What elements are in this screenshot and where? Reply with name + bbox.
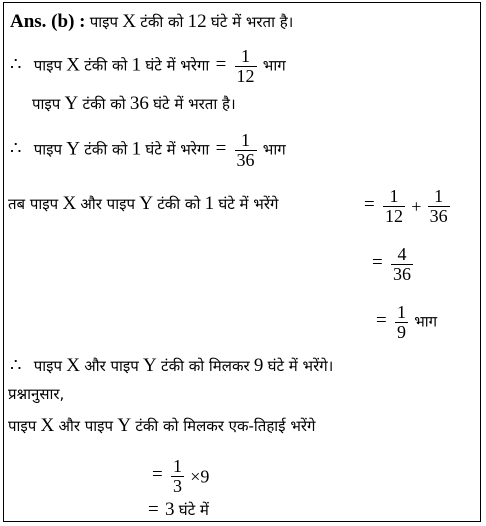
variable-x: X bbox=[62, 193, 77, 214]
equals-sign: = bbox=[376, 310, 387, 332]
text: पाइप bbox=[33, 357, 62, 375]
text: टंकी को bbox=[157, 195, 201, 213]
therefore-symbol: ∴ bbox=[10, 54, 22, 76]
fraction bbox=[383, 187, 405, 226]
text: घंटे में भरेगा bbox=[145, 56, 210, 75]
denominator: 36 bbox=[236, 150, 255, 170]
multiply-term: ×9 bbox=[190, 466, 210, 487]
line-10 bbox=[8, 415, 315, 437]
text: घंटे में भरेंगे। bbox=[267, 357, 334, 375]
denominator: 12 bbox=[384, 206, 403, 226]
therefore-symbol: ∴ bbox=[10, 355, 22, 376]
therefore-symbol: ∴ bbox=[10, 138, 22, 160]
number: 3 bbox=[164, 499, 175, 520]
text: पाइप bbox=[8, 417, 37, 435]
text: पाइप bbox=[33, 140, 62, 159]
equals-sign: = bbox=[148, 499, 159, 520]
variable-x: X bbox=[122, 11, 137, 32]
line-6 bbox=[370, 245, 415, 284]
denominator: 9 bbox=[396, 322, 406, 342]
numerator: 4 bbox=[397, 244, 407, 264]
equals-sign: = bbox=[215, 138, 227, 160]
number: 12 bbox=[187, 11, 207, 32]
text: घंटे में भरेंगे bbox=[218, 195, 279, 213]
numerator: 1 bbox=[172, 456, 182, 476]
text: प्रश्नानुसार, bbox=[8, 385, 65, 403]
variable-y: Y bbox=[143, 355, 157, 376]
variable-y: Y bbox=[64, 93, 79, 114]
text: और पाइप bbox=[80, 195, 135, 213]
text: घंटे में भरता है। bbox=[210, 13, 294, 31]
text: और पाइप bbox=[84, 357, 139, 375]
numerator: 1 bbox=[241, 130, 251, 150]
unit: घंटे में bbox=[178, 501, 209, 519]
line-9 bbox=[8, 383, 64, 405]
solution-box bbox=[3, 2, 481, 522]
line-4 bbox=[10, 131, 286, 170]
text: घंटे में भरेगा bbox=[145, 140, 210, 159]
plus-sign: + bbox=[411, 196, 422, 217]
text: टंकी को bbox=[84, 56, 128, 75]
text: पाइप bbox=[32, 95, 61, 113]
equals-sign: = bbox=[152, 464, 163, 486]
number: 1 bbox=[204, 193, 215, 214]
variable-y: Y bbox=[66, 138, 80, 160]
fraction bbox=[235, 47, 257, 86]
fraction bbox=[235, 131, 257, 170]
line-7 bbox=[374, 303, 437, 342]
fraction bbox=[395, 303, 408, 342]
unit: भाग bbox=[262, 56, 286, 75]
variable-x: X bbox=[40, 415, 55, 436]
numerator: 1 bbox=[241, 46, 251, 66]
text: पाइप bbox=[89, 13, 119, 31]
text: और पाइप bbox=[58, 417, 114, 435]
variable-x: X bbox=[66, 54, 80, 76]
number: 1 bbox=[131, 138, 142, 160]
line-5-math bbox=[362, 187, 452, 226]
fraction bbox=[171, 457, 184, 496]
text: टंकी को bbox=[82, 95, 126, 113]
fraction bbox=[391, 245, 413, 284]
number: 9 bbox=[253, 355, 264, 376]
equals-sign: = bbox=[372, 252, 383, 274]
denominator: 3 bbox=[172, 476, 182, 496]
denominator: 36 bbox=[429, 206, 448, 226]
numerator: 1 bbox=[389, 186, 399, 206]
line-1 bbox=[10, 11, 293, 33]
numerator: 1 bbox=[434, 186, 444, 206]
line-11 bbox=[150, 457, 209, 496]
equals-sign: = bbox=[215, 54, 227, 76]
numerator: 1 bbox=[396, 302, 406, 322]
text: तब पाइप bbox=[8, 195, 59, 213]
answer-label: Ans. (b) : bbox=[10, 11, 86, 32]
text: टंकी को bbox=[140, 13, 184, 31]
text: टंकी को मिलकर एक-तिहाई भरेंगे bbox=[135, 417, 316, 435]
unit: भाग bbox=[414, 312, 438, 331]
text: टंकी को मिलकर bbox=[161, 357, 250, 375]
denominator: 36 bbox=[392, 264, 411, 284]
number: 36 bbox=[129, 93, 149, 114]
text: टंकी को bbox=[84, 140, 128, 159]
number: 1 bbox=[131, 54, 142, 76]
unit: भाग bbox=[262, 140, 286, 159]
fraction bbox=[428, 187, 450, 226]
text: घंटे में भरता है। bbox=[153, 95, 236, 113]
line-5 bbox=[8, 193, 278, 215]
equals-sign: = bbox=[364, 194, 375, 216]
line-2 bbox=[10, 47, 286, 86]
line-8 bbox=[10, 355, 333, 377]
variable-x: X bbox=[66, 355, 80, 376]
variable-y: Y bbox=[117, 415, 132, 436]
variable-y: Y bbox=[139, 193, 153, 214]
denominator: 12 bbox=[236, 66, 255, 86]
line-3 bbox=[32, 93, 236, 115]
line-12 bbox=[146, 499, 209, 521]
text: पाइप bbox=[33, 56, 62, 75]
